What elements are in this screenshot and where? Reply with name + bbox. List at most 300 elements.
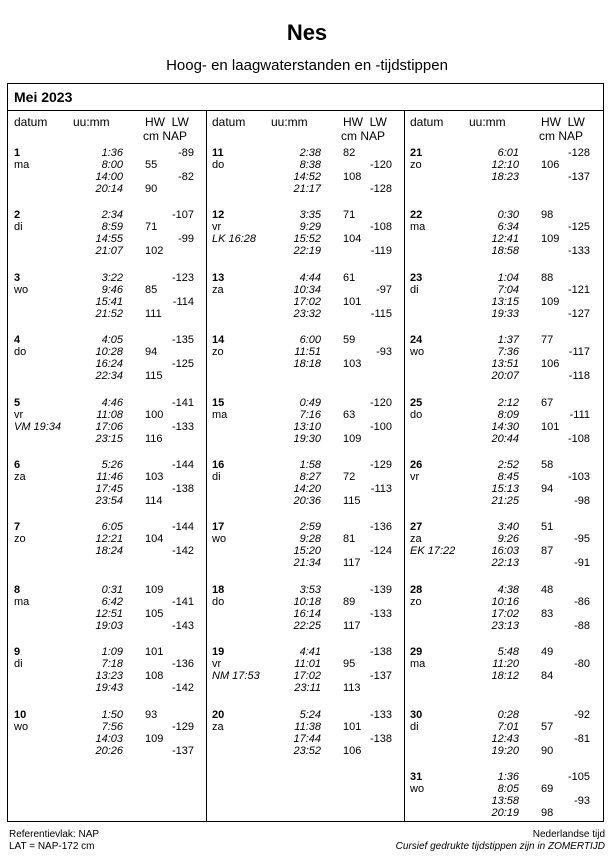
high-water-value: 71 [145,221,158,234]
tide-time: 2:38 [299,147,321,159]
high-water-value: 85 [145,283,158,296]
tide-time: 20:44 [491,432,519,445]
tide-time: 0:28 [497,708,519,721]
high-water-value: 109 [145,732,164,745]
high-water-value: 109 [145,583,164,596]
low-water-value: -108 [369,221,392,234]
day-name: wo [410,783,425,795]
tide-time: 6:34 [497,221,519,234]
tide-time: 13:23 [95,670,123,683]
tide-time: 11:01 [294,658,321,671]
day-name: ma [410,221,426,234]
high-water-value: 81 [343,533,356,546]
moon-phase: EK 17:22 [410,545,456,558]
low-water-value: -142 [171,545,194,558]
moon-phase: LK 16:28 [212,233,257,246]
high-water-value: 106 [541,159,560,171]
day-name: wo [410,346,425,359]
cm-label: cm [539,129,555,143]
day-name: vr [410,471,420,483]
time-note [396,829,605,853]
high-water-value: 101 [343,295,362,308]
tide-time: 4:38 [497,583,519,596]
high-water-value: 111 [145,307,162,320]
day-name: do [212,595,225,608]
low-water-value: -108 [567,432,590,445]
page-subtitle: Hoog- en laagwaterstanden en -tijdstippen [166,57,448,74]
high-water-value: 94 [145,346,158,359]
day-number: 16 [212,459,225,471]
moon-phase: VM 19:34 [14,420,62,433]
tide-time: 8:59 [101,221,123,234]
tide-time: 8:00 [101,159,123,171]
tide-time: 0:30 [497,209,519,222]
day-number: 19 [212,646,225,659]
tide-time: 13:51 [491,358,519,371]
tide-time: 18:23 [491,171,519,183]
tide-time: 2:52 [497,459,519,471]
tide-time: 15:13 [491,483,519,495]
day-number: 20 [212,708,225,721]
low-water-value: -133 [567,245,590,258]
low-water-value: -142 [171,682,194,695]
tide-time: 22:25 [293,619,321,632]
tide-time: 15:20 [293,545,321,558]
tide-time: 16:24 [95,358,123,371]
day-name: zo [212,346,224,359]
tide-time: 0:31 [101,583,123,596]
day-number: 14 [212,334,225,347]
high-water-value: 55 [145,159,158,171]
tide-time: 17:02 [491,607,519,620]
day-number: 7 [14,521,21,534]
low-water-value: -99 [178,233,194,246]
day-name: za [212,283,224,296]
day-name: zo [410,159,422,171]
header-divider [8,110,603,111]
day-name: do [410,408,423,421]
tide-time: 23:15 [95,432,123,445]
day-name: ma [14,595,30,608]
low-water-value: -117 [568,346,590,359]
high-water-value: 58 [541,459,554,471]
tide-time: 14:30 [491,420,519,433]
tide-table [7,83,604,822]
day-number: 3 [14,271,21,284]
low-water-value: -107 [171,209,194,222]
day-number: 2 [14,209,21,222]
tide-time: 9:29 [299,221,321,234]
tide-time: 10:34 [293,283,321,296]
tide-time: 5:24 [299,708,321,721]
high-water-value: 72 [343,471,356,483]
low-water-value: -133 [369,708,392,721]
datum-header: datum [14,115,48,129]
high-water-value: 95 [343,658,356,671]
day-number: 8 [14,583,21,596]
low-water-value: -114 [172,295,194,308]
high-water-value: 90 [145,183,158,195]
tide-time: 8:05 [497,783,519,795]
tide-time: 20:26 [95,744,123,757]
high-water-value: 102 [145,245,164,258]
high-water-value: 108 [343,171,362,183]
tide-time: 17:06 [95,420,123,433]
tide-time: 22:34 [95,370,123,383]
tide-time: 22:13 [491,557,519,570]
tide-time: 22:19 [293,245,321,258]
low-water-value: -81 [574,732,590,745]
datum-header: datum [410,115,444,129]
tide-time: 2:59 [299,521,321,534]
tide-time: 12:41 [491,233,519,246]
tide-time: 14:52 [293,171,321,183]
low-water-value: -138 [171,483,194,495]
tide-time: 21:17 [293,183,321,195]
tide-time: 6:01 [497,147,519,159]
day-number: 18 [212,583,225,596]
high-water-value: 108 [145,670,164,683]
cm-label: cm [143,129,159,143]
day-number: 10 [14,708,27,721]
page-title: Nes [286,20,328,45]
low-water-value: -111 [569,408,590,421]
high-water-value: 84 [541,670,554,683]
tide-time: 18:58 [491,245,519,258]
tide-time: 5:26 [101,459,123,471]
high-water-value: 117 [343,619,361,632]
day-name: za [14,471,26,483]
tide-time: 17:02 [293,670,321,683]
high-water-value: 117 [343,557,361,570]
tide-time: 1:37 [497,334,519,347]
day-number: 29 [410,646,423,659]
column-divider [206,110,207,821]
low-water-value: -80 [574,658,590,671]
low-water-value: -82 [178,171,194,183]
low-water-value: -137 [171,744,194,757]
tide-time: 18:18 [293,358,321,371]
day-name: zo [14,533,26,546]
day-number: 28 [410,583,423,596]
low-water-value: -139 [369,583,392,596]
day-number: 6 [14,459,21,471]
hw-header [541,115,601,143]
low-water-value: -136 [171,658,194,671]
tide-time: 8:27 [299,471,321,483]
day-name: wo [212,533,227,546]
hw-header [145,115,205,143]
tide-time: 14:00 [95,171,123,183]
day-number: 25 [410,396,423,409]
tide-time: 7:56 [101,720,123,733]
tide-time: 21:52 [95,307,123,320]
tide-time: 2:12 [497,396,519,409]
tide-time: 3:35 [299,209,321,222]
day-name: za [410,533,422,546]
tide-time: 7:36 [497,346,519,359]
low-water-value: -95 [574,533,590,546]
high-water-value: 83 [541,607,554,620]
tide-time: 9:26 [497,533,519,546]
tide-time: 16:03 [491,545,519,558]
low-water-value: -125 [171,358,194,371]
tide-time: 2:34 [101,209,123,222]
tide-time: 5:48 [497,646,519,659]
tide-time: 7:18 [101,658,123,671]
day-number: 1 [14,147,21,159]
tide-time: 4:05 [101,334,123,347]
tide-time: 19:43 [95,682,123,695]
hw-label: HW [145,115,165,129]
tide-time: 18:24 [95,545,123,558]
tide-time: 11:38 [294,720,321,733]
day-number: 30 [410,708,423,721]
low-water-value: -129 [369,459,392,471]
tide-time: 13:10 [293,420,321,433]
timezone-note: Nederlandse tijd [532,829,605,840]
low-water-value: -93 [376,346,392,359]
high-water-value: 77 [541,334,554,347]
high-water-value: 98 [541,807,554,819]
tide-time: 19:30 [293,432,321,445]
low-water-value: -92 [574,708,590,721]
day-number: 23 [410,271,423,284]
high-water-value: 93 [145,708,158,721]
low-water-value: -105 [567,771,590,783]
high-water-value: 101 [343,720,362,733]
high-water-value: 87 [541,545,554,558]
tide-time: 23:54 [95,495,123,507]
tide-time: 9:28 [299,533,321,546]
low-water-value: -133 [171,420,194,433]
day-name: ma [212,408,228,421]
low-water-value: -93 [574,795,590,807]
lw-label: LW [567,115,585,129]
month-label: Mei 2023 [14,89,73,105]
low-water-value: -144 [171,521,194,534]
low-water-value: -138 [369,646,392,659]
hw-label: HW [541,115,561,129]
day-name: vr [212,658,222,671]
moon-phase: NM 17:53 [212,670,260,683]
high-water-value: 116 [145,432,163,445]
low-water-value: -124 [369,545,392,558]
tide-time: 12:21 [95,533,123,546]
high-water-value: 48 [541,583,554,596]
low-water-value: -115 [370,307,392,320]
tide-time: 23:13 [491,619,519,632]
day-name: zo [410,595,422,608]
low-water-value: -138 [369,732,392,745]
low-water-value: -121 [567,283,590,296]
day-name: di [14,221,23,234]
high-water-value: 104 [343,233,362,246]
tide-time: 21:07 [95,245,123,258]
tide-time: 4:46 [101,396,123,409]
tide-time: 19:20 [491,744,519,757]
low-water-value: -86 [574,595,590,608]
tide-time: 12:43 [491,732,519,745]
tide-time: 8:09 [497,408,519,421]
day-name: do [212,159,225,171]
tide-time: 1:36 [497,771,519,783]
day-name: di [410,720,419,733]
tide-time: 23:32 [293,307,321,320]
high-water-value: 71 [343,209,356,222]
low-water-value: -103 [567,471,590,483]
high-water-value: 63 [343,408,356,421]
tide-time: 13:15 [491,295,519,308]
tide-time: 14:20 [293,483,321,495]
cm-label: cm [341,129,357,143]
tide-time: 7:16 [299,408,321,421]
tide-time: 20:07 [491,370,519,383]
tide-time: 3:53 [299,583,321,596]
day-name: ma [410,658,426,671]
high-water-value: 109 [343,432,362,445]
tide-time: 7:04 [497,283,519,296]
day-name: wo [14,283,29,296]
day-name: ma [14,159,30,171]
time-header: uu:mm [469,115,506,129]
tide-time: 6:05 [101,521,123,534]
low-water-value: -120 [369,396,392,409]
high-water-value: 61 [343,271,356,284]
tide-time: 1:04 [497,271,519,284]
column-divider [404,110,405,821]
tide-time: 10:18 [293,595,321,608]
low-water-value: -97 [376,283,392,296]
high-water-value: 100 [145,408,164,421]
nap-label: NAP [558,129,584,143]
tide-time: 17:44 [293,732,321,745]
day-number: 31 [410,771,423,783]
low-water-value: -129 [171,720,194,733]
tide-time: 13:58 [491,795,519,807]
day-number: 4 [14,334,21,347]
day-name: di [410,283,419,296]
high-water-value: 89 [343,595,356,608]
day-number: 13 [212,271,225,284]
low-water-value: -125 [567,221,590,234]
low-water-value: -144 [171,459,194,471]
low-water-value: -141 [171,595,194,608]
low-water-value: -137 [567,171,590,183]
hw-label: HW [343,115,363,129]
day-name: vr [212,221,222,234]
tide-time: 14:55 [95,233,123,246]
high-water-value: 115 [145,370,163,383]
day-number: 17 [212,521,225,534]
tide-time: 1:36 [101,147,123,159]
low-water-value: -100 [369,420,392,433]
tide-time: 12:51 [95,607,123,620]
high-water-value: 98 [541,209,554,222]
high-water-value: 103 [343,358,362,371]
low-water-value: -135 [171,334,194,347]
tide-time: 20:14 [95,183,123,195]
high-water-value: 88 [541,271,554,284]
tide-time: 11:46 [96,471,123,483]
tide-time: 6:42 [101,595,123,608]
tide-time: 1:58 [299,459,321,471]
high-water-value: 69 [541,783,554,795]
high-water-value: 57 [541,720,554,733]
low-water-value: -128 [567,147,590,159]
tide-time: 19:03 [95,619,123,632]
high-water-value: 94 [541,483,554,495]
time-header: uu:mm [73,115,110,129]
day-number: 5 [14,396,21,409]
tide-time: 20:36 [293,495,321,507]
low-water-value: -141 [171,396,194,409]
tide-time: 19:33 [491,307,519,320]
high-water-value: 104 [145,533,164,546]
high-water-value: 106 [343,744,362,757]
high-water-value: 82 [343,147,356,159]
tide-time: 18:12 [491,670,519,683]
tide-time: 17:45 [95,483,123,495]
high-water-value: 67 [541,396,554,409]
low-water-value: -88 [574,619,590,632]
high-water-value: 103 [145,471,164,483]
day-name: vr [14,408,24,421]
tide-time: 23:52 [293,744,321,757]
day-number: 21 [410,147,423,159]
low-water-value: -123 [171,271,194,284]
high-water-value: 115 [343,495,361,507]
tide-time: 8:38 [299,159,321,171]
tide-time: 23:11 [294,682,321,695]
hw-header [343,115,403,143]
high-water-value: 113 [343,682,361,695]
tide-time: 11:20 [492,658,519,671]
tide-time: 3:40 [497,521,519,534]
tide-time: 8:45 [497,471,519,483]
high-water-value: 109 [541,295,560,308]
low-water-value: -113 [370,483,392,495]
low-water-value: -118 [568,370,590,383]
high-water-value: 101 [145,646,164,659]
day-name: za [212,720,224,733]
low-water-value: -120 [369,159,392,171]
high-water-value: 49 [541,646,554,659]
day-name: do [14,346,27,359]
low-water-value: -137 [369,670,392,683]
low-water-value: -128 [369,183,392,195]
tide-time: 7:01 [497,720,519,733]
tide-time: 21:25 [491,495,519,507]
nap-label: NAP [162,129,188,143]
tide-time: 1:50 [101,708,123,721]
day-name: wo [14,720,29,733]
low-water-value: -89 [178,147,194,159]
datum-header: datum [212,115,246,129]
tide-time: 11:51 [294,346,321,359]
high-water-value: 51 [541,521,554,534]
tide-time: 15:52 [293,233,321,246]
day-number: 15 [212,396,225,409]
tide-time: 21:34 [293,557,321,570]
low-water-value: -127 [567,307,590,320]
lat-note: LAT = NAP-172 cm [9,841,95,852]
high-water-value: 105 [145,607,164,620]
low-water-value: -119 [370,245,392,258]
day-number: 9 [14,646,21,659]
tide-time: 6:00 [299,334,321,347]
low-water-value: -136 [369,521,392,534]
